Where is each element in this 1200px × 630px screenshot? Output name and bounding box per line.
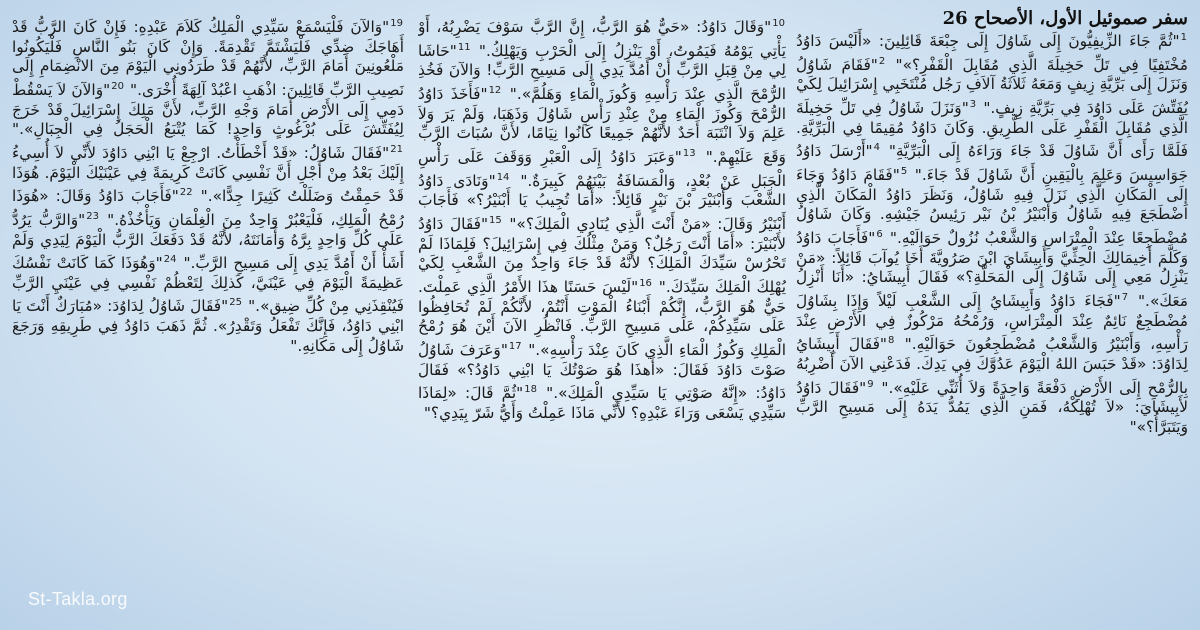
verse-text: "وَعَرَفَ شَاوُلُ صَوْتَ دَاوُدَ فَقَالَ: «أَهذَا هُوَ صَوْتُكَ يَا ابْنِي دَاوُدُ؟» فَقَالَ دَاوُدُ: «إِنَّهُ صَوْتِي يَا سَيِّدِي الْمَلِكَ»."	[418, 340, 786, 403]
verse-list	[796, 28, 1188, 437]
verse-number: 25	[229, 297, 242, 309]
verse-number: 19	[390, 18, 403, 29]
verse-text: "فَقَامَ دَاوُدُ وَجَاءَ إِلَى الْمَكَانِ الَّذِي نَزَلَ فِيهِ شَاوُلُ، وَنَظَرَ دَاوُدُ الْمَكَانَ الَّذِي اضْطَجَعَ فِيهِ شَاوُلُ وَأَبْنَيْرُ بْنُ نَيْر رَئِيسُ جَيْشِهِ. وَكَانَ شَاوُلُ مُضْطَجِعًا عِنْدَ الْمِتْرَاسِ وَالشَّعْبُ نُزُولٌ حَوَالَيْهِ."	[796, 166, 1188, 248]
verse-number: 6	[876, 228, 883, 240]
verse-number: 10	[772, 18, 785, 29]
verse-text: "ثُمَّ قَالَ: «لِمَاذَا سَيِّدِي يَسْعَى وَرَاءَ عَبْدِهِ؟ لأَنِّي مَاذَا عَمِلْتُ وَأَيُّ شَرّ بِيَدِي؟"	[418, 384, 786, 422]
verse-text: "فَأَخَذَ دَاوُدُ الرُّمْحَ وَكُوزَ الْمَاءِ مِنْ عِنْدِ رَأْسِ شَاوُلَ وَذَهَبَا، وَلَمْ يَرَ وَلاَ عَلِمَ وَلاَ انْتَبَهَ أَحَدٌ لأَنَّهُمْ جَمِيعًا كَانُوا نِيَامًا، لأَنَّ سُبَاتَ الرَّبِّ وَقَعَ عَلَيْهِمْ."	[418, 85, 786, 167]
verse-text: "أَرْسَلَ دَاوُدُ جَوَاسِيسَ وَعَلِمَ بِالْيَقِينِ أَنَّ شَاوُلَ قَدْ جَاءَ."	[796, 142, 1188, 185]
verse-number: 13	[682, 147, 696, 159]
verse-text: "وَهُوَذَا كَمَا كَانَتْ نَفْسُكَ عَظِيمَةً الْيَوْمَ فِي عَيْنَيَّ، كَذلِكَ لِتَعْظُمْ نَفْسِي فِي عَيْنَيِ الرَّبِّ فَيُنْقِذَنِي مِنْ كُلِّ ضِيق»."	[12, 254, 404, 316]
text-column-1	[796, 28, 1188, 622]
verse-number: 9	[867, 378, 874, 390]
verse-number: 23	[86, 210, 99, 222]
verse-number: 5	[900, 166, 908, 178]
verse-number: 22	[179, 187, 193, 199]
verse-number: 24	[163, 254, 177, 266]
verse-text: "وَالآنَ لاَ يَسْقُطْ دَمِي إِلَى الأَرْضِ أَمَامَ وَجْهِ الرَّبِّ، لأَنَّ مَلِكَ إِسْرَائِيلَ قَدْ خَرَجَ لِيُفَتِّشَ عَلَى بُرْغُوثٍ وَاحِدٍ! كَمَا يُتْبَعُ الْحَجَلُ فِي الْجِبَالِ»."	[12, 81, 404, 139]
verse-list	[418, 14, 786, 423]
verse-number: 18	[524, 384, 537, 396]
verse-text: "فَقَالَ دَاوُدُ لأَبِيشَايَ: «لاَ تُهْلِكْهُ، فَمَنِ الَّذِي يَمُدُّ يَدَهُ إِلَى مَسِيحِ الرَّبِّ وَيَتَبَرَّأُ؟»"	[796, 378, 1188, 436]
verse-text: "وَقَالَ دَاوُدُ: «حَيٌّ هُوَ الرَّبُّ، إِنَّ الرَّبَّ سَوْفَ يَضْرِبُهُ، أَوْ يَأْتِي يَوْمُهُ فَيَمُوتُ، أَوْ يَنْزِلُ إِلَى الْحَرْبِ وَيَهْلِكُ."	[418, 18, 786, 60]
verse-number: 20	[111, 80, 124, 92]
verse-number: 7	[1121, 291, 1129, 303]
verse-text: "فَقَامَ شَاوُلُ وَنَزَلَ إِلَى بَرِّيَّةِ زِيفٍ وَمَعَهُ ثَلاَثَةُ آلاَفِ رَجُل مُنْتَخَبِي إِسْرَائِيلَ لِكَيْ يُفَتِّشَ عَلَى دَاوُدَ فِي بَرِّيَّةِ زِيفٍ."	[796, 55, 1188, 118]
verse-text: "فَجَاءَ دَاوُدُ وَأَبِيشَايُ إِلَى الشَّعْبِ لَيْلاً وَإِذَا بِشَاوُلَ مُضْطَجِعٌ نَائِمٌ عِنْدَ الْمِتْرَاسِ، وَرُمْحُهُ مَرْكُوزٌ فِي الأَرْضِ عِنْدَ رَأْسِهِ، وَأَبْنَيْرُ وَالشَّعْبُ مُضْطَجِعُونَ حَوَالَيْهِ."	[796, 292, 1188, 354]
verse-text: "وَنَادَى دَاوُدُ الشَّعْبَ وَأَبْنَيْرَ بْنَ نَيْرٍ قَائِلاً: «أَمَا تُجِيبُ يَا أَبْنَيْرُ؟» فَأَجَابَ أَبْنَيْرُ وَقَالَ: «مَنْ أَنْتَ الَّذِي يُنَادِي الْمَلِكَ؟»"	[418, 171, 786, 234]
verse-number: 3	[969, 99, 977, 111]
verse-text: "فَقَالَ شَاوُلُ لِدَاوُدَ: «مُبَارَكٌ أَنْتَ يَا ابْنِي دَاوُدُ، فَإِنَّكَ تَفْعَلُ وَتَقْدِرُ». ثُمَّ ذَهَبَ دَاوُدُ فِي طَرِيقِهِ وَرَجَعَ شَاوُلُ إِلَى مَكَانِهِ."	[12, 297, 404, 355]
verse-text: "لَيْسَ حَسَنًا هذَا الأَمْرُ الَّذِي عَمِلْتَ. حَيٌّ هُوَ الرَّبُّ، إِنَّكُمْ أَبْنَاءُ الْمَوْتِ أَنْتُمْ، لأَنَّكُمْ لَمْ تُحَافِظُوا عَلَى سَيِّدِكُمْ، عَلَى مَسِيحِ الرَّبِّ. فَانْظُرِ الآنَ أَيْنَ هُوَ رُمْحُ الْمَلِكِ وَكُوزُ الْمَاءِ الَّذِي كَانَ عِنْدَ رَأْسِهِ»."	[418, 278, 786, 359]
verse-number: 11	[457, 41, 471, 53]
verse-number: 21	[390, 143, 403, 155]
verse-text: "وَالرَّبُّ يَرُدُّ عَلَى كُلِّ وَاحِدٍ بِرَّهُ وَأَمَانَتَهُ، لأَنَّهُ قَدْ دَفَعَكَ الرَّبُّ الْيَوْمَ لِيَدِي وَلَمْ أَشَأْ أَنْ أَمُدَّ يَدِي إِلَى مَسِيحِ الرَّبِّ."	[12, 210, 404, 273]
verse-number: 16	[639, 277, 652, 289]
verse-text: "فَقَالَ دَاوُدُ لأَبْنَيْرَ: «أَمَا أَنْتَ رَجُلٌ؟ وَمَنْ مِثْلُكَ فِي إِسْرَائِيلَ؟ فَلِمَاذَا لَمْ تَحْرُسْ سَيِّدَكَ الْمَلِكَ؟ لأَنَّهُ قَدْ جَاءَ وَاحِدٌ مِنَ الشَّعْبِ لِكَيْ يُهْلِكَ الْمَلِكَ سَيِّدَكَ."	[418, 215, 786, 296]
verse-text: "وَعَبَرَ دَاوُدُ إِلَى الْعَبْرِ وَوَقَفَ عَلَى رَأْسِ الْجَبَلِ عَنْ بُعْدٍ، وَالْمَسَافَةُ بَيْنَهُمْ كَبِيرَةٌ."	[418, 148, 786, 190]
verse-number: 15	[489, 214, 502, 226]
verse-number: 2	[878, 55, 886, 67]
verse-text: "فَقَالَ شَاوُلُ: «قَدْ أَخْطَأْتُ. ارْجِعْ يَا ابْنِي دَاوُدَ لأَنِّي لاَ أُسِيءُ إِلَيْكَ بَعْدُ مِنْ أَجْلِ أَنَّ نَفْسِي كَانَتْ كَرِيمَةً فِي عَيْنَيْكَ الْيَوْمَ. هُوَذَا قَدْ حَمِقْتُ وَضَلَلْتُ كَثِيرًا جِدًّا»."	[12, 143, 404, 206]
verse-number: 1	[1180, 32, 1187, 43]
verse-text: "ثُمَّ جَاءَ الزِّيفِيُّونَ إِلَى شَاوُلَ إِلَى جِبْعَةَ قَائِلِينَ: «أَلَيْسَ دَاوُدُ مُخْتَفِيًا فِي تَلِّ حَخِيلَةَ الَّذِي مُقَابِلَ الْقَفْرِ؟»"	[796, 32, 1188, 74]
verse-number: 14	[496, 171, 510, 183]
verse-list	[12, 14, 404, 356]
verse-text: "فَأَجَابَ دَاوُدُ وَكَلَّمَ أَخِيمَالِكَ الْحِثِّيَّ وَأَبِيشَايَ ابْنَ صَرُويَّةَ أَخَا يُوآبَ قَائِلاً: «مَنْ يَنْزِلُ مَعِي إِلَى شَاوُلَ إِلَى الْمَحَلَّةِ؟» فَقَالَ أَبِيشَايُ: «أَنَا أَنْزِلُ مَعَكَ»."	[796, 229, 1188, 310]
verse-number: 17	[508, 340, 522, 352]
verse-text: "حَاشَا لِي مِنْ قِبَلِ الرَّبِّ أَنْ أَمُدَّ يَدِي إِلَى مَسِيحِ الرَّبِّ! وَالآنَ فَخُذِ الرُّمْحَ الَّذِي عِنْدَ رَأْسِهِ وَكُوزَ الْمَاءِ وَهَلُمَّ»."	[418, 41, 786, 104]
verse-number: 12	[488, 85, 502, 97]
text-column-2	[418, 14, 786, 622]
verse-text: "فَقَالَ أَبِيشَايُ لِدَاوُدَ: «قَدْ حَبَسَ اللهُ الْيَوْمَ عَدُوَّكَ فِي يَدِكَ. فَدَعْنِي الآنَ أَضْرِبُهُ بِالرُّمْحِ إِلَى الأَرْضِ دَفْعَةً وَاحِدَةً وَلاَ أُثَنِّي عَلَيْهِ»."	[796, 335, 1188, 397]
page-title: سفر صموئيل الأول، الأصحاح 26	[942, 8, 1188, 29]
verse-text: "وَنَزَلَ شَاوُلُ فِي تَلِّ حَخِيلَةَ الَّذِي مُقَابِلَ الْقَفْرِ عَلَى الطَّرِيقِ. وَكَانَ دَاوُدُ مُقِيمًا فِي الْبَرِّيَّةِ. فَلَمَّا رَأَى أَنَّ شَاوُلَ قَدْ جَاءَ وَرَاءَهُ إِلَى الْبَرِّيَّةِ"	[796, 99, 1188, 161]
verse-number: 8	[888, 335, 895, 347]
verse-number: 4	[873, 142, 880, 154]
verse-text: "فَأَجَابَ دَاوُدُ وَقَالَ: «هُوَذَا رُمْحُ الْمَلِكِ، فَلْيَعْبُرْ وَاحِدٌ مِنَ الْغِلْمَانِ وَيَأْخُذْهُ."	[12, 187, 404, 229]
text-column-3	[12, 14, 404, 622]
verse-text: "وَالآنَ فَلْيَسْمَعْ سَيِّدِي الْمَلِكُ كَلاَمَ عَبْدِهِ: فَإِنْ كَانَ الرَّبُّ قَدْ أَهَاجَكَ ضِدِّي فَلْيَشْتَمَّ تَقْدِمَةً. وَإِنْ كَانَ بَنُو النَّاسِ فَلْيَكُونُوا مَلْعُونِينَ أَمَامَ الرَّبِّ، لأَنَّهُمْ قَدْ طَرَدُونِي الْيَوْمَ مِنَ الانْضِمَامِ إِلَى نَصِيبِ الرَّبِّ قَائِلِينَ: اذْهَبِ اعْبُدْ آلِهَةً أُخْرَى."	[12, 18, 404, 100]
watermark: St-Takla.org	[28, 589, 128, 609]
